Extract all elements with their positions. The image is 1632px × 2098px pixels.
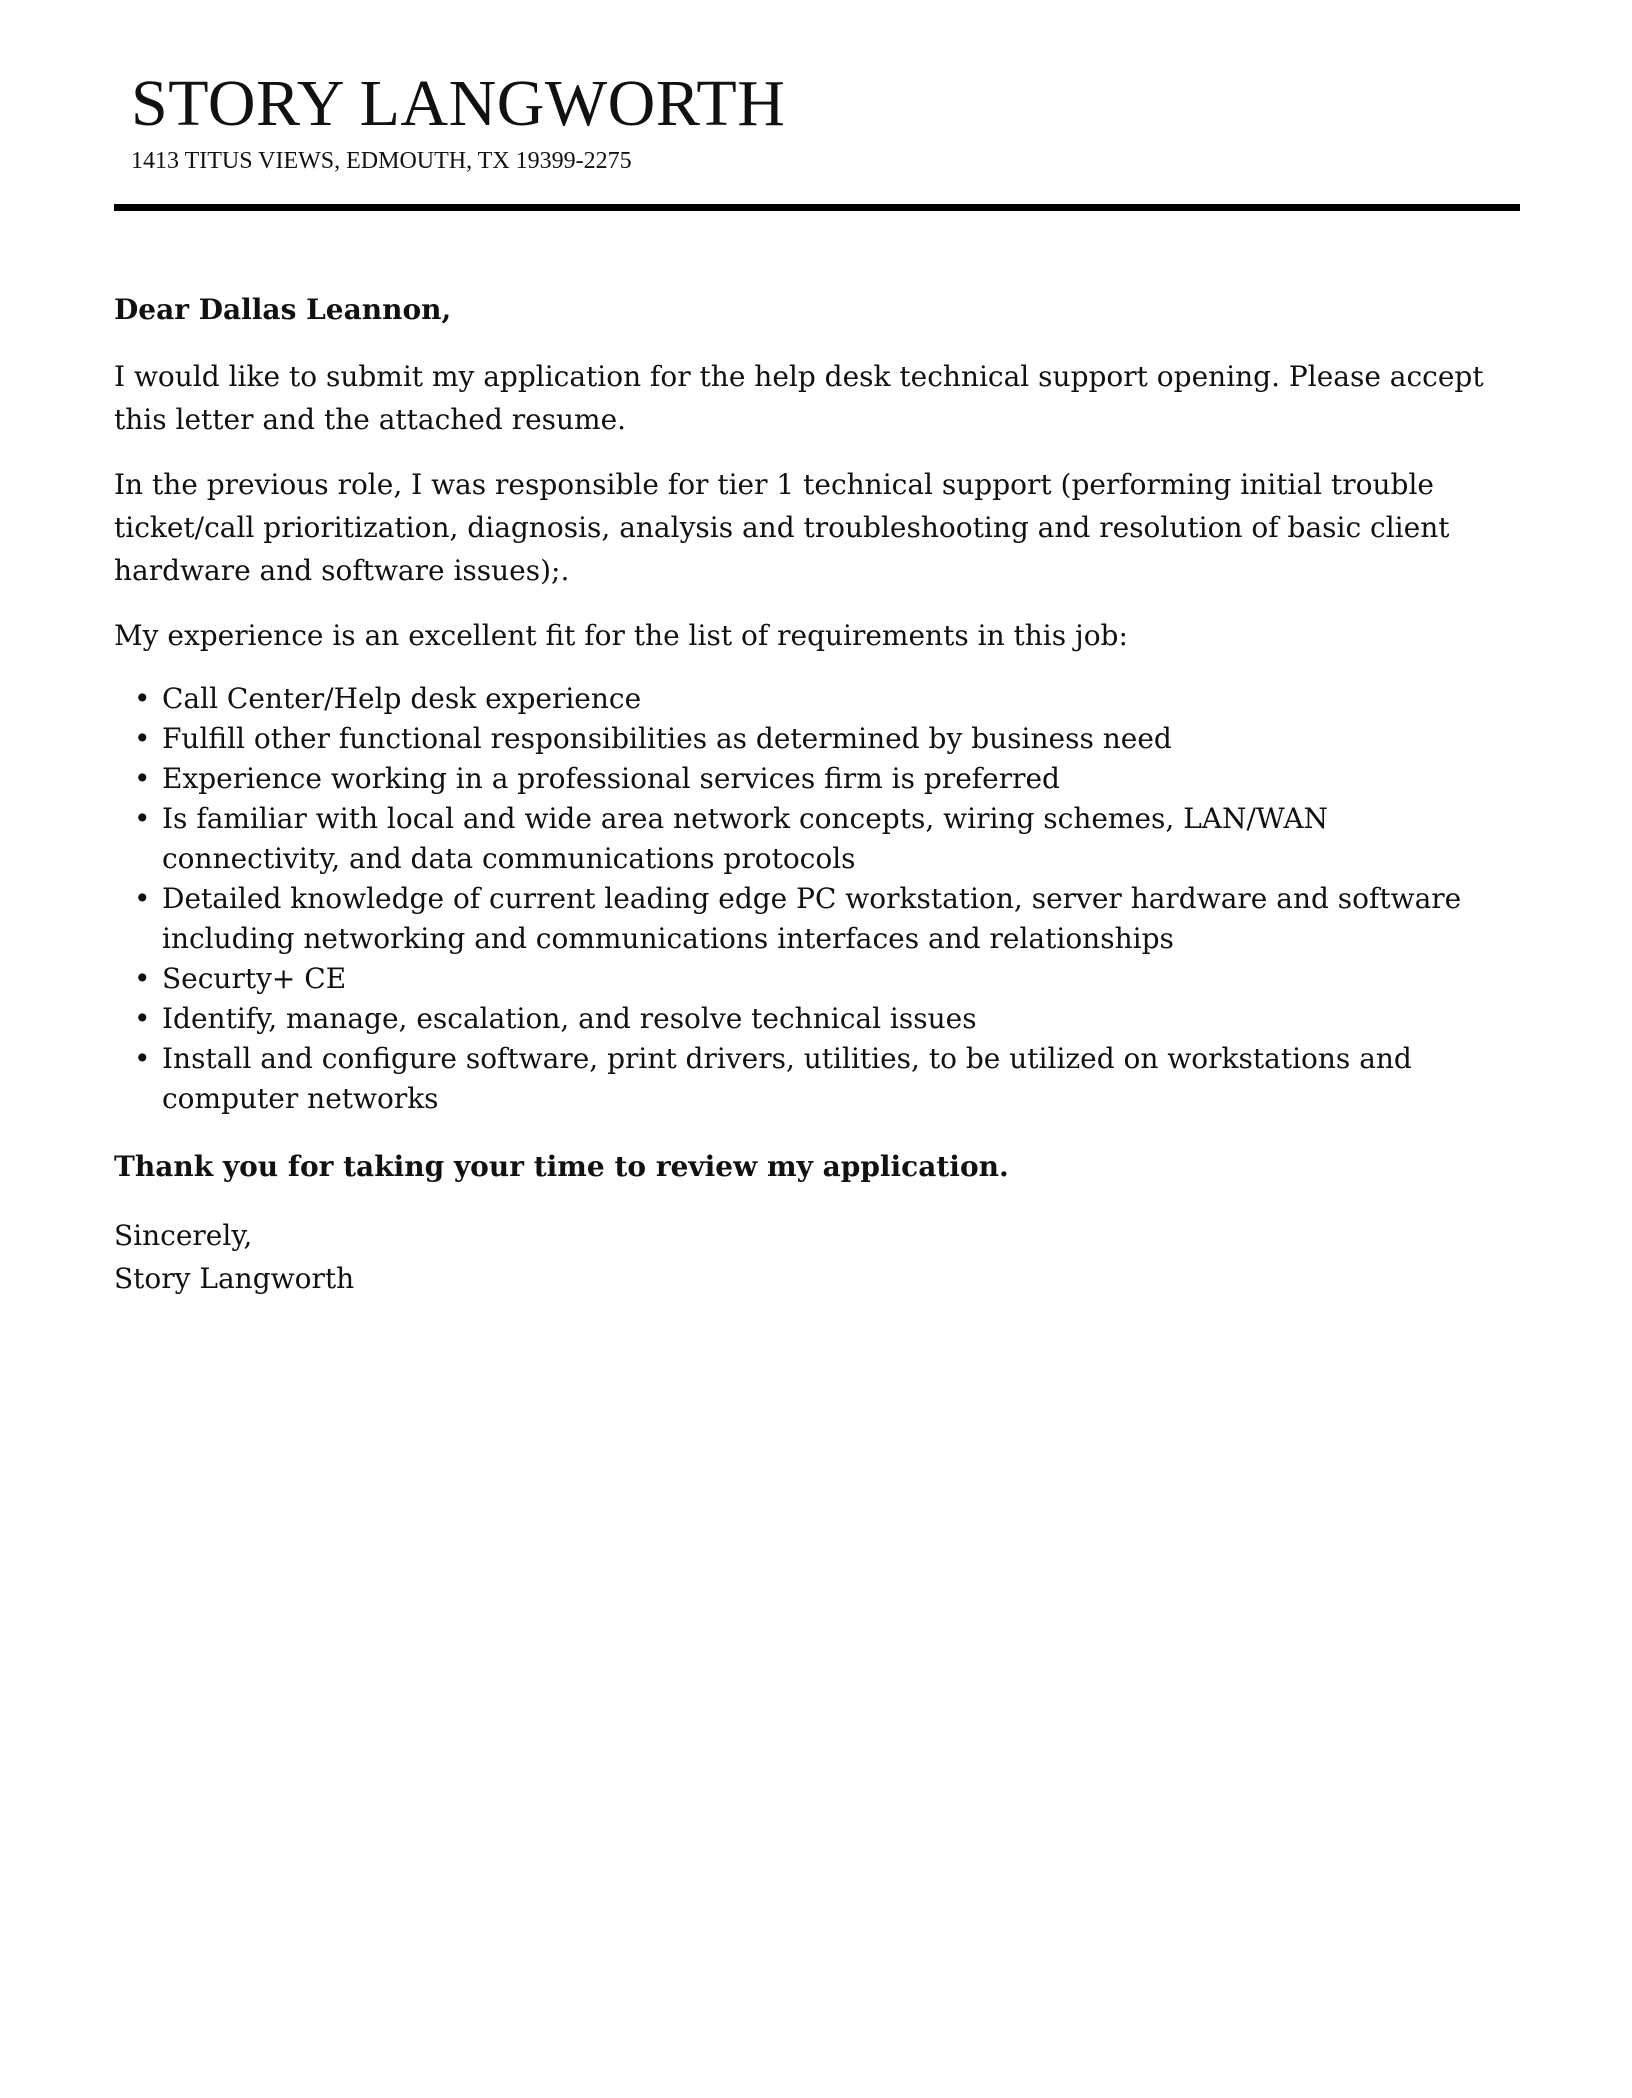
bullet-icon: • <box>134 722 151 755</box>
applicant-address: 1413 TITUS VIEWS, EDMOUTH, TX 19399-2275 <box>131 148 632 174</box>
requirements-intro: My experience is an excellent fit for the list of requirements in this job: <box>114 619 1128 652</box>
list-item <box>134 759 1514 799</box>
list-item-text: Call Center/Help desk experience <box>162 682 642 715</box>
salutation: Dear Dallas Leannon, <box>114 293 452 326</box>
requirements-list <box>114 679 1514 1119</box>
bullet-icon: • <box>134 1002 151 1035</box>
list-item-text: Experience working in a professional services firm is preferred <box>162 762 1060 795</box>
list-item <box>134 679 1514 719</box>
thank-you-line: Thank you for taking your time to review my application. <box>114 1150 1009 1183</box>
header-divider <box>114 204 1520 211</box>
list-item <box>134 999 1514 1039</box>
bullet-icon: • <box>134 962 151 995</box>
list-item-text: Securty+ CE <box>162 962 347 995</box>
list-item <box>134 719 1514 759</box>
bullet-icon: • <box>134 802 151 835</box>
intro-paragraph: I would like to submit my application for the help desk technical support opening. Please accept this letter and the attached resume. <box>114 360 1484 436</box>
letter-header <box>131 66 786 174</box>
list-item-text: Install and configure software, print drivers, utilities, to be utilized on workstations and computer networks <box>162 1042 1412 1115</box>
list-item <box>134 1039 1514 1119</box>
list-item-text: Detailed knowledge of current leading edge PC workstation, server hardware and software including networking and communications interfaces and relationships <box>162 882 1462 955</box>
bullet-icon: • <box>134 682 151 715</box>
experience-paragraph: In the previous role, I was responsible for tier 1 technical support (performing initial trouble ticket/call prioritization, diagnosis, analysis and troubleshooting and resolution of basic client hardware and software issues);. <box>114 468 1450 587</box>
list-item-text: Is familiar with local and wide area network concepts, wiring schemes, LAN/WAN connectivity, and data communications protocols <box>162 802 1329 875</box>
list-item-text: Fulfill other functional responsibilities as determined by business need <box>162 722 1172 755</box>
closing: Sincerely, <box>114 1219 253 1252</box>
list-item-text: Identify, manage, escalation, and resolve technical issues <box>162 1002 977 1035</box>
signature-name: Story Langworth <box>114 1262 355 1295</box>
applicant-name: STORY LANGWORTH <box>131 67 786 140</box>
list-item <box>134 959 1514 999</box>
bullet-icon: • <box>134 762 151 795</box>
bullet-icon: • <box>134 1042 151 1075</box>
bullet-icon: • <box>134 882 151 915</box>
letter-body <box>114 288 1514 1300</box>
list-item <box>134 799 1514 879</box>
list-item <box>134 879 1514 959</box>
